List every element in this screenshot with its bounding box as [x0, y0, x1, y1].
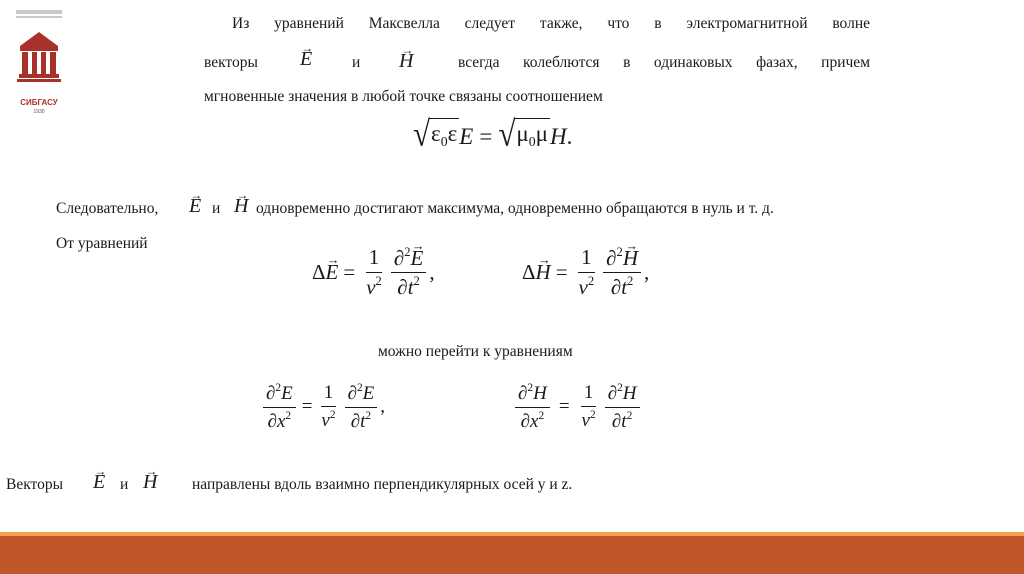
equation-energy-relation: √ $\varepsilon_0\varepsilon$ E = √ $\mu_0\mu$ H . [413, 113, 573, 154]
vector-h-symbol-2: → H [234, 195, 248, 218]
vector-h-symbol-3: → H [143, 471, 157, 494]
university-emblem-icon [10, 6, 68, 101]
para3: От уравнений [56, 235, 148, 252]
para2-and: и [212, 200, 221, 217]
para5-a: Векторы [6, 476, 64, 493]
para1-line2-and: и [352, 54, 361, 71]
equation-wave-e: $\frac{\partial^2E}{\partial x^2}$ = $\frac{1}{v^2}$ $\frac{\partial^2E}{\partial t^2}$ , [260, 382, 385, 433]
footer-bar [0, 536, 1024, 574]
para1-line2-a: векторы [204, 54, 258, 71]
vector-e-symbol-2: → E [189, 195, 201, 218]
equation-laplace-e: Δ → E = $\frac{1}{v^2}$ $\frac{\partial^2\to E}{\partial t^2}$ , [312, 246, 435, 299]
para5-and: и [120, 476, 129, 493]
logo-subcaption: 1930 [33, 109, 45, 115]
para5-b: направлены вдоль взаимно перпендикулярных осей y и z. [192, 476, 573, 493]
equation-wave-h: $\frac{\partial^2H}{\partial x^2}$ = $\frac{1}{v^2}$ $\frac{\partial^2H}{\partial t^2}$ [512, 382, 643, 433]
para4: можно перейти к уравнениям [378, 343, 573, 360]
para1-line2-b: всегда колеблются в одинаковых фазах, причем [458, 54, 870, 71]
vector-h-symbol: → H [399, 50, 413, 73]
para1-line3: мгновенные значения в любой точке связаны соотношением [204, 88, 603, 105]
para1-line1: Из уравнений Максвелла следует также, что в электромагнитной волне [232, 15, 870, 32]
para2-b: одновременно достигают максимума, одновременно обращаются в нуль и т. д. [256, 200, 774, 217]
logo-caption: СИБГАСУ [20, 98, 58, 107]
vector-e-symbol-3: → E [93, 471, 105, 494]
logo [10, 6, 68, 116]
equation-laplace-h: Δ → H = $\frac{1}{v^2}$ $\frac{\partial^2\to H}{\partial t^2}$ , [522, 246, 649, 299]
para2-a: Следовательно, [56, 200, 159, 217]
vector-e-symbol: → E [300, 48, 312, 71]
